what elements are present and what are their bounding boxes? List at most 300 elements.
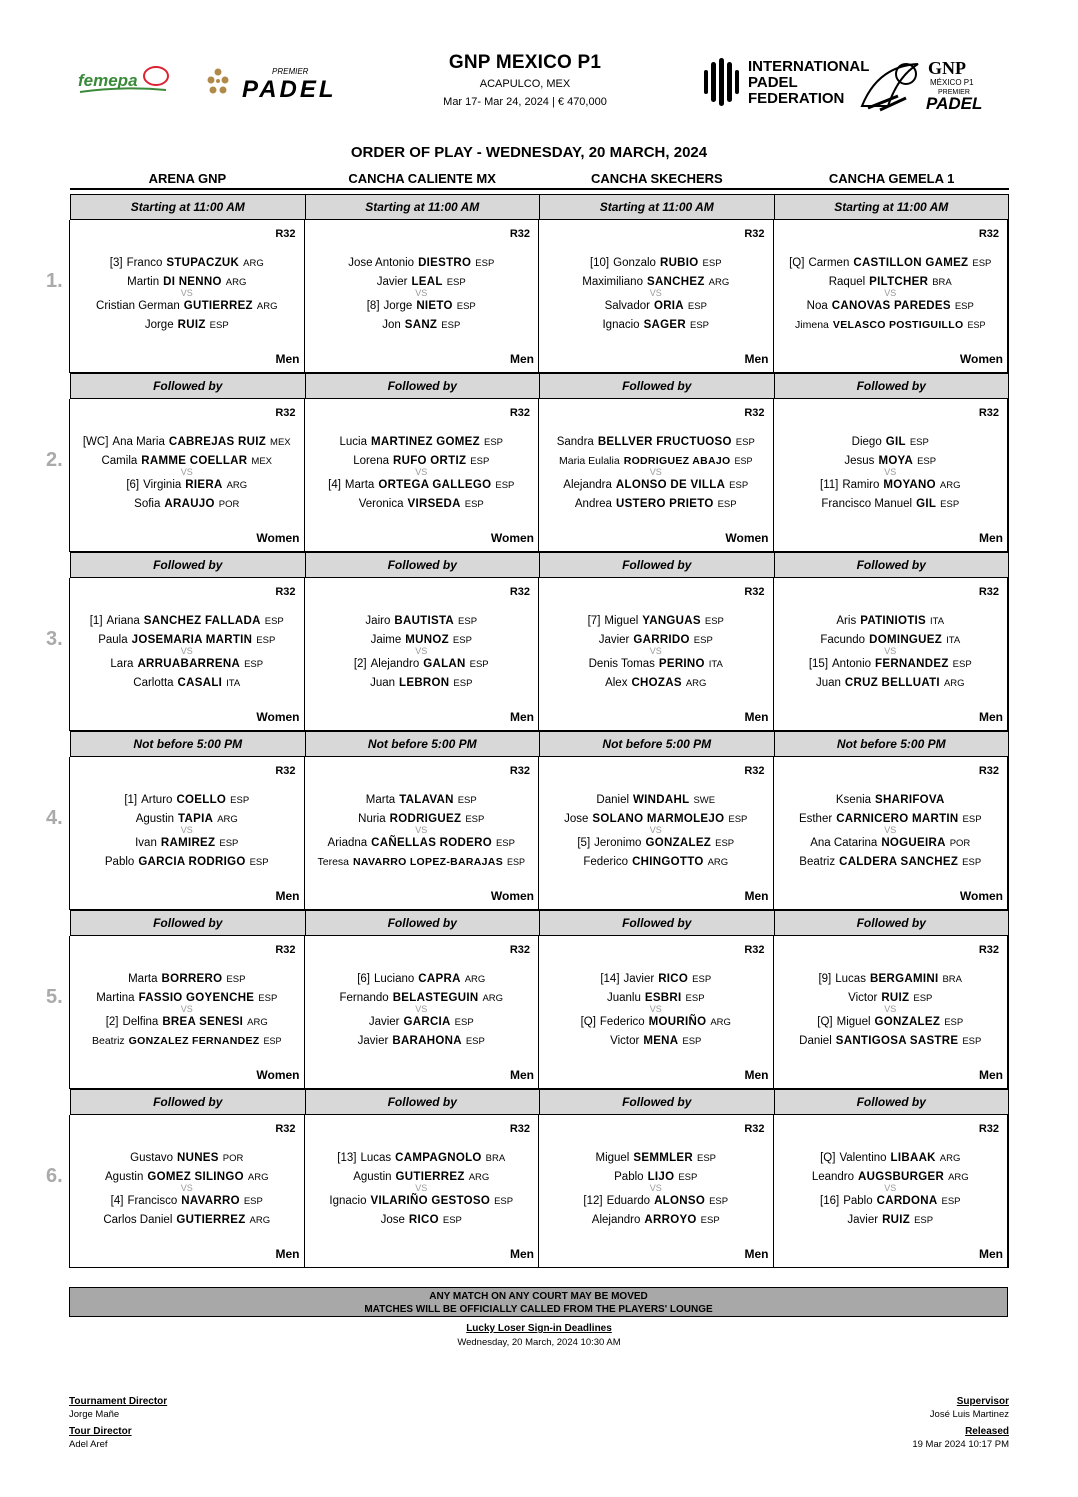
player-line: [774, 791, 1008, 810]
player-last-name: VILARIÑO GESTOSO: [370, 1195, 491, 1207]
player-seed: [Q]: [817, 1016, 833, 1028]
match-cell: [773, 578, 1010, 731]
player-nationality: ARG: [710, 1017, 731, 1028]
player-last-name: COELLO: [176, 794, 227, 806]
match-row: [46, 1115, 1009, 1268]
player-first-name: Federico: [599, 1016, 645, 1028]
supervisor-name: José Luis Martinez: [929, 1409, 1009, 1420]
femepa-logo: [74, 62, 174, 98]
session-time: Not before 5:00 PM: [774, 731, 1010, 757]
player-first-name: Agustin: [105, 1171, 144, 1183]
tournament-title: GNP MEXICO P1: [448, 52, 602, 73]
player-first-name: Juan: [815, 677, 841, 689]
player-line: [539, 791, 773, 810]
player-line: [774, 1013, 1008, 1032]
player-last-name: BAUTISTA: [394, 615, 455, 627]
vs-label: VS: [415, 467, 428, 477]
player-first-name: Antonio: [832, 658, 872, 670]
vs-label: VS: [884, 288, 897, 298]
player-nationality: ESP: [465, 1036, 485, 1047]
player-last-name: GUTIERREZ: [395, 1171, 465, 1183]
player-line: [70, 655, 304, 674]
player-last-name: VELASCO POSTIGUILLO: [832, 319, 964, 331]
player-first-name: Javier: [598, 634, 630, 646]
player-last-name: USTERO PRIETO: [615, 498, 714, 510]
player-line: [70, 612, 304, 631]
match-players: [70, 791, 304, 872]
player-last-name: ARROYO: [644, 1214, 697, 1226]
player-nationality: ESP: [495, 838, 515, 849]
player-line: [70, 1192, 304, 1211]
player-first-name: Salvador: [604, 300, 650, 312]
player-first-name: Cristian German: [96, 300, 180, 312]
player-nationality: ESP: [442, 1215, 462, 1226]
player-last-name: DIESTRO: [418, 257, 472, 269]
player-first-name: Maria Eulalia: [558, 455, 620, 467]
player-last-name: BORRERO: [161, 973, 223, 985]
session-time: Not before 5:00 PM: [305, 731, 541, 757]
player-first-name: Ksenia: [835, 794, 872, 806]
session-time: Followed by: [539, 552, 775, 578]
match-players: [774, 612, 1008, 693]
padel-text: PADEL: [242, 76, 337, 103]
match-row: [46, 220, 1009, 373]
player-line: [70, 674, 304, 693]
player-last-name: GUTIERREZ: [176, 1214, 246, 1226]
player-first-name: Pablo: [614, 1171, 644, 1183]
player-last-name: BARAHONA: [392, 1035, 462, 1047]
player-seed: [7]: [587, 615, 601, 627]
player-nationality: ARG: [225, 277, 247, 288]
player-nationality: ESP: [692, 974, 712, 985]
player-first-name: Pablo: [843, 1195, 873, 1207]
match-players: [774, 433, 1008, 514]
player-first-name: Noa: [806, 300, 828, 312]
player-nationality: ARG: [707, 857, 729, 868]
player-line: [305, 853, 539, 872]
match-players: [774, 791, 1008, 872]
player-last-name: BREA SENESI: [162, 1016, 244, 1028]
player-seed: [6]: [357, 973, 370, 985]
player-first-name: Javier: [376, 276, 408, 288]
player-nationality: POR: [949, 838, 971, 849]
player-first-name: Carlos Daniel: [103, 1214, 173, 1226]
vs-label: VS: [180, 1004, 193, 1014]
player-nationality: ESP: [264, 616, 284, 627]
player-first-name: Ignacio: [602, 319, 640, 331]
player-line: [70, 316, 304, 335]
player-seed: [8]: [366, 300, 380, 312]
match-cell: [538, 220, 774, 373]
player-first-name: Andrea: [574, 498, 612, 510]
released-time: 19 Mar 2024 10:17 PM: [912, 1439, 1009, 1450]
player-last-name: ALONSO DE VILLA: [615, 479, 726, 491]
session-time: Not before 5:00 PM: [70, 731, 306, 757]
player-line: [305, 495, 539, 514]
player-first-name: Jose Antonio: [348, 257, 415, 269]
player-nationality: ESP: [954, 301, 974, 312]
match-gender: Men: [510, 1068, 534, 1082]
player-first-name: Jose: [564, 813, 589, 825]
match-cell: [773, 399, 1010, 552]
player-nationality: ITA: [226, 678, 241, 689]
player-line: [539, 297, 773, 316]
player-line: [70, 853, 304, 872]
session-time: Followed by: [305, 910, 541, 936]
player-line: [774, 316, 1008, 335]
player-nationality: ESP: [944, 1017, 964, 1028]
player-line: [539, 1192, 773, 1211]
player-first-name: Nuria: [358, 813, 386, 825]
order-of-play-grid: [46, 194, 1009, 1268]
player-nationality: ESP: [728, 814, 748, 825]
player-nationality: ARG: [482, 993, 504, 1004]
player-first-name: Jimena: [795, 319, 829, 331]
player-first-name: Leandro: [811, 1171, 855, 1183]
session-band: [70, 1089, 1009, 1115]
session-time: Followed by: [305, 373, 541, 399]
player-first-name: Agustin: [353, 1171, 392, 1183]
vs-label: VS: [180, 467, 193, 477]
player-first-name: Miguel: [836, 1016, 871, 1028]
player-nationality: ESP: [441, 320, 461, 331]
player-first-name: Agustin: [135, 813, 175, 825]
player-line: [774, 254, 1008, 273]
match-cell: [538, 936, 774, 1089]
player-line: [774, 495, 1008, 514]
player-first-name: Ivan: [135, 837, 157, 849]
player-last-name: CHOZAS: [631, 677, 682, 689]
player-last-name: GONZALEZ: [874, 1016, 941, 1028]
player-last-name: LEBRON: [399, 677, 450, 689]
vs-label: VS: [415, 288, 428, 298]
player-nationality: ESP: [457, 795, 477, 806]
player-nationality: ARG: [708, 277, 730, 288]
player-first-name: Alejandro: [591, 1214, 641, 1226]
match-cell: [304, 220, 540, 373]
player-seed: [12]: [583, 1195, 603, 1207]
match-row: [46, 578, 1009, 731]
player-nationality: POR: [222, 1153, 244, 1164]
player-first-name: Eduardo: [606, 1195, 651, 1207]
match-round: R32: [744, 407, 765, 419]
player-last-name: BELASTEGUIN: [392, 992, 479, 1004]
player-nationality: ESP: [470, 456, 490, 467]
player-first-name: Alejandro: [370, 658, 420, 670]
player-last-name: PILTCHER: [869, 276, 929, 288]
player-line: [774, 612, 1008, 631]
session-time: Followed by: [305, 552, 541, 578]
player-line: [305, 970, 539, 989]
player-last-name: CAMPAGNOLO: [395, 1152, 482, 1164]
player-seed: [6]: [126, 479, 140, 491]
player-first-name: Miguel: [604, 615, 639, 627]
player-nationality: BRA: [485, 1153, 506, 1164]
match-round: R32: [978, 228, 999, 240]
player-nationality: ESP: [469, 659, 489, 670]
player-nationality: ESP: [230, 795, 250, 806]
gnp-mexico-text: MÉXICO P1: [930, 78, 974, 87]
player-first-name: Juanlu: [606, 992, 641, 1004]
match-round: R32: [275, 944, 296, 956]
player-first-name: Veronica: [358, 498, 404, 510]
player-nationality: ESP: [709, 1196, 729, 1207]
player-first-name: Francisco Manuel: [821, 498, 913, 510]
player-nationality: ESP: [700, 1215, 720, 1226]
player-last-name: MOYANO: [883, 479, 936, 491]
player-last-name: RAMME COELLAR: [141, 455, 248, 467]
court-header: CANCHA CALIENTE MX: [348, 171, 496, 186]
player-first-name: Javier: [357, 1035, 389, 1047]
player-last-name: CANOVAS PAREDES: [831, 300, 951, 312]
player-last-name: ARAUJO: [164, 498, 215, 510]
player-last-name: CASTILLON GAMEZ: [853, 257, 969, 269]
player-last-name: VIRSEDA: [407, 498, 461, 510]
player-last-name: MENA: [643, 1035, 679, 1047]
player-nationality: ESP: [256, 635, 276, 646]
player-last-name: STUPACZUK: [166, 257, 240, 269]
match-players: [774, 1149, 1008, 1230]
player-first-name: Francisco: [127, 1195, 178, 1207]
player-nationality: ESP: [458, 616, 478, 627]
player-line: [539, 433, 773, 452]
match-round: R32: [978, 765, 999, 777]
player-line: [539, 970, 773, 989]
player-first-name: Ana Maria: [112, 436, 165, 448]
player-nationality: ESP: [687, 301, 707, 312]
player-last-name: RICO: [408, 1214, 439, 1226]
match-players: [70, 1149, 304, 1230]
player-nationality: ESP: [682, 1036, 702, 1047]
player-last-name: GALAN: [423, 658, 466, 670]
player-last-name: NAVARRO: [181, 1195, 240, 1207]
tournament-location: ACAPULCO, MEX: [479, 78, 571, 90]
match-gender: Men: [744, 1068, 769, 1082]
player-first-name: Javier: [368, 1016, 400, 1028]
tournament-director-name: Jorge Mañe: [69, 1409, 120, 1420]
player-last-name: GONZALEZ FERNANDEZ: [128, 1035, 260, 1047]
player-seed: [Q]: [820, 1152, 836, 1164]
player-nationality: ESP: [464, 499, 484, 510]
match-cell: [538, 1115, 774, 1268]
player-first-name: Jaime: [370, 634, 402, 646]
player-nationality: ESP: [249, 857, 269, 868]
player-nationality: ARG: [939, 480, 961, 491]
tour-director-name: Adel Aref: [69, 1439, 108, 1450]
player-first-name: Virginia: [143, 479, 182, 491]
player-line: [539, 1032, 773, 1051]
player-first-name: Juan: [370, 677, 396, 689]
player-first-name: Miguel: [595, 1152, 630, 1164]
player-first-name: Jorge: [383, 300, 413, 312]
player-first-name: Gonzalo: [613, 257, 656, 269]
player-nationality: ESP: [446, 277, 466, 288]
match-round: R32: [744, 586, 765, 598]
match-cell: [538, 578, 774, 731]
player-nationality: ESP: [507, 857, 526, 867]
player-first-name: Marta: [344, 479, 375, 491]
player-line: [539, 316, 773, 335]
player-last-name: SANCHEZ FALLADA: [143, 615, 261, 627]
session-time: Followed by: [70, 910, 306, 936]
player-last-name: ARRUABARRENA: [137, 658, 241, 670]
player-nationality: BRA: [942, 974, 963, 985]
footer-left: [69, 1396, 167, 1456]
player-line: [305, 476, 539, 495]
player-last-name: RUIZ: [882, 1214, 911, 1226]
player-first-name: Daniel: [799, 1035, 832, 1047]
player-line: [774, 297, 1008, 316]
player-last-name: AUGSBURGER: [858, 1171, 945, 1183]
player-first-name: Daniel: [596, 794, 630, 806]
player-line: [774, 433, 1008, 452]
player-line: [305, 1192, 539, 1211]
player-nationality: ESP: [913, 993, 933, 1004]
player-seed: [2]: [105, 1016, 119, 1028]
player-nationality: ESP: [244, 659, 264, 670]
match-number: 1.: [46, 270, 63, 292]
match-round: R32: [509, 228, 530, 240]
match-cell: [69, 1115, 305, 1268]
player-line: [70, 433, 304, 452]
session-time: Followed by: [774, 1089, 1010, 1115]
player-last-name: GOMEZ SILINGO: [147, 1171, 244, 1183]
match-round: R32: [509, 586, 530, 598]
player-last-name: SAGER: [643, 319, 686, 331]
player-seed: [1]: [89, 615, 103, 627]
match-players: [305, 254, 539, 335]
premier-padel-logo: [204, 64, 349, 103]
match-row: [46, 757, 1009, 910]
player-first-name: Ignacio: [329, 1195, 367, 1207]
player-nationality: ESP: [696, 1153, 716, 1164]
player-nationality: ESP: [689, 320, 709, 331]
player-line: [70, 970, 304, 989]
player-nationality: ESP: [729, 480, 749, 491]
player-last-name: RUIZ: [881, 992, 910, 1004]
player-nationality: ESP: [735, 437, 755, 448]
court-header: ARENA GNP: [148, 171, 227, 186]
player-first-name: Carmen: [808, 257, 850, 269]
player-last-name: GIL: [916, 498, 937, 510]
player-line: [539, 476, 773, 495]
player-seed: [3]: [109, 257, 123, 269]
title-block: [350, 52, 700, 108]
match-gender: Men: [744, 710, 769, 724]
player-first-name: Luciano: [374, 973, 415, 985]
vs-label: VS: [415, 1004, 428, 1014]
player-seed: [15]: [808, 658, 829, 670]
player-nationality: ESP: [962, 814, 982, 825]
player-last-name: RUIZ: [177, 319, 206, 331]
match-cell: [773, 1115, 1010, 1268]
player-last-name: RODRIGUEZ: [389, 813, 462, 825]
court-header: CANCHA SKECHERS: [591, 171, 723, 186]
player-line: [539, 495, 773, 514]
player-line: [539, 834, 773, 853]
player-first-name: Paula: [98, 634, 128, 646]
match-gender: Women: [959, 889, 1003, 903]
player-nationality: ARG: [226, 480, 248, 491]
player-nationality: ESP: [258, 993, 278, 1004]
match-gender: Women: [725, 531, 769, 545]
match-gender: Men: [275, 1247, 300, 1261]
player-last-name: RUBIO: [659, 257, 699, 269]
player-last-name: CARDONA: [876, 1195, 938, 1207]
player-last-name: CAPRA: [418, 973, 461, 985]
player-line: [70, 476, 304, 495]
player-nationality: ARG: [247, 1017, 268, 1028]
player-first-name: Beatriz: [799, 856, 836, 868]
match-cell: [304, 936, 540, 1089]
player-nationality: ESP: [715, 838, 735, 849]
vs-label: VS: [415, 646, 428, 656]
player-nationality: ESP: [940, 499, 960, 510]
player-last-name: ORIA: [653, 300, 684, 312]
player-last-name: GARCIA RODRIGO: [138, 856, 246, 868]
notice-line: ANY MATCH ON ANY COURT MAY BE MOVED: [429, 1291, 648, 1302]
vs-label: VS: [180, 1183, 193, 1193]
player-first-name: Jeronimo: [594, 837, 642, 849]
player-last-name: LIBAAK: [890, 1152, 936, 1164]
player-seed: [WC]: [82, 436, 109, 448]
player-nationality: ESP: [226, 974, 246, 985]
player-first-name: Martina: [96, 992, 135, 1004]
vs-label: VS: [180, 288, 193, 298]
player-line: [70, 297, 304, 316]
vs-label: VS: [649, 288, 662, 298]
player-seed: [11]: [820, 479, 839, 491]
match-round: R32: [744, 228, 765, 240]
match-round: R32: [744, 765, 765, 777]
player-last-name: NIETO: [416, 300, 453, 312]
player-first-name: Carlotta: [133, 677, 174, 689]
vs-label: VS: [884, 467, 897, 477]
player-last-name: CABREJAS RUIZ: [168, 436, 267, 448]
match-cell: [773, 936, 1010, 1089]
player-last-name: GIL: [885, 436, 906, 448]
match-gender: Men: [510, 1247, 534, 1261]
player-nationality: ARG: [217, 814, 238, 825]
session-time: Starting at 11:00 AM: [774, 194, 1010, 220]
player-seed: [14]: [600, 973, 620, 985]
player-last-name: RAMIREZ: [160, 837, 216, 849]
vs-label: VS: [649, 467, 662, 477]
player-nationality: ESP: [475, 258, 495, 269]
player-nationality: ARG: [939, 1153, 961, 1164]
player-nationality: ESP: [909, 437, 929, 448]
lucky-loser-heading: Lucky Loser Sign-in Deadlines: [466, 1323, 612, 1334]
gnp-text: GNP: [928, 58, 966, 78]
player-nationality: ARG: [464, 974, 486, 985]
header-rule: [70, 188, 1009, 190]
match-gender: Men: [979, 710, 1003, 724]
session-time: Followed by: [539, 910, 775, 936]
player-nationality: ARG: [468, 1172, 490, 1183]
match-gender: Men: [510, 710, 534, 724]
gnp-mexico-logo: [858, 56, 998, 112]
player-nationality: ITA: [930, 616, 945, 627]
player-nationality: ESP: [456, 301, 476, 312]
session-time: Followed by: [774, 552, 1010, 578]
match-players: [305, 791, 539, 872]
player-first-name: Javier: [623, 973, 655, 985]
player-first-name: Jorge: [144, 319, 174, 331]
player-line: [70, 834, 304, 853]
vs-label: VS: [415, 825, 428, 835]
player-last-name: RICO: [658, 973, 689, 985]
supervisor-label: Supervisor: [956, 1396, 1009, 1407]
